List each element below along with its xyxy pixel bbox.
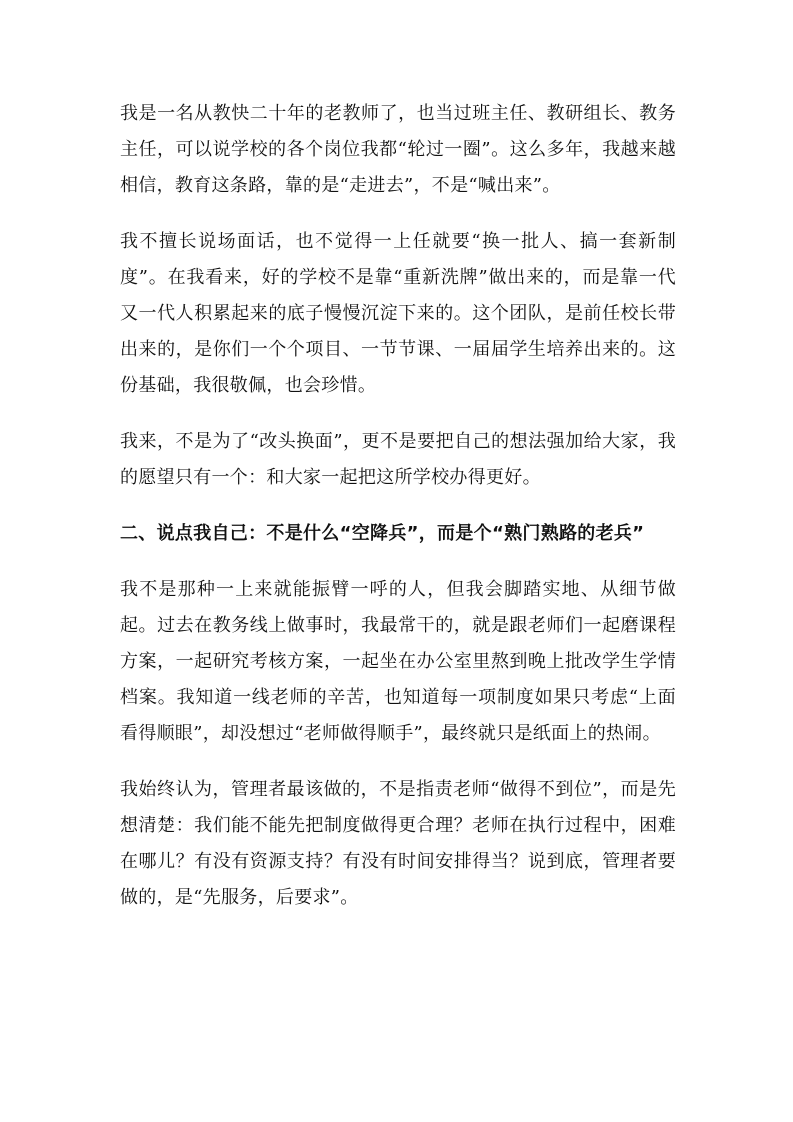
paragraph-foundation: 我不擅长说场面话，也不觉得一上任就要“换一批人、搞一套新制度”。在我看来，好的学校不是靠“重新洗牌”做出来的，而是靠一代又一代人积累起来的底子慢慢沉淀下来的。这个团队，是前任校长带出来的，是你们一个个项目、一节节课、一届届学生培养出来的。这份基础，我很敬佩，也会珍惜。: [120, 231, 676, 396]
paragraph-management: 我始终认为，管理者最该做的，不是指责老师“做得不到位”，而是先想清楚：我们能不能先把制度做得更合理？老师在执行过程中，困难在哪儿？有没有资源支持？有没有时间安排得当？说到底，管理者要做的，是“先服务，后要求”。: [120, 779, 676, 908]
paragraph-wish: 我来，不是为了“改头换面”，更不是要把自己的想法强加给大家，我的愿望只有一个：和大家一起把这所学校办得更好。: [120, 431, 676, 488]
paragraph-intro: 我是一名从教快二十年的老教师了，也当过班主任、教研组长、教务主任，可以说学校的各个岗位我都“轮过一圈”。这么多年，我越来越相信，教育这条路，靠的是“走进去”，不是“喊出来”。: [120, 103, 676, 196]
document-page: [120, 96, 676, 936]
paragraph-experience: 我不是那种一上来就能振臂一呼的人，但我会脚踏实地、从细节做起。过去在教务线上做事时，我最常干的，就是跟老师们一起磨课程方案，一起研究考核方案，一起坐在办公室里熬到晚上批改学生学情档案。我知道一线老师的辛苦，也知道每一项制度如果只考虑“上面看得顺眼”，却没想过“老师做得顺手”，最终就只是纸面上的热闹。: [120, 579, 676, 744]
section-heading: 二、说点我自己：不是什么“空降兵”，而是个“熟门熟路的老兵”: [120, 523, 645, 544]
